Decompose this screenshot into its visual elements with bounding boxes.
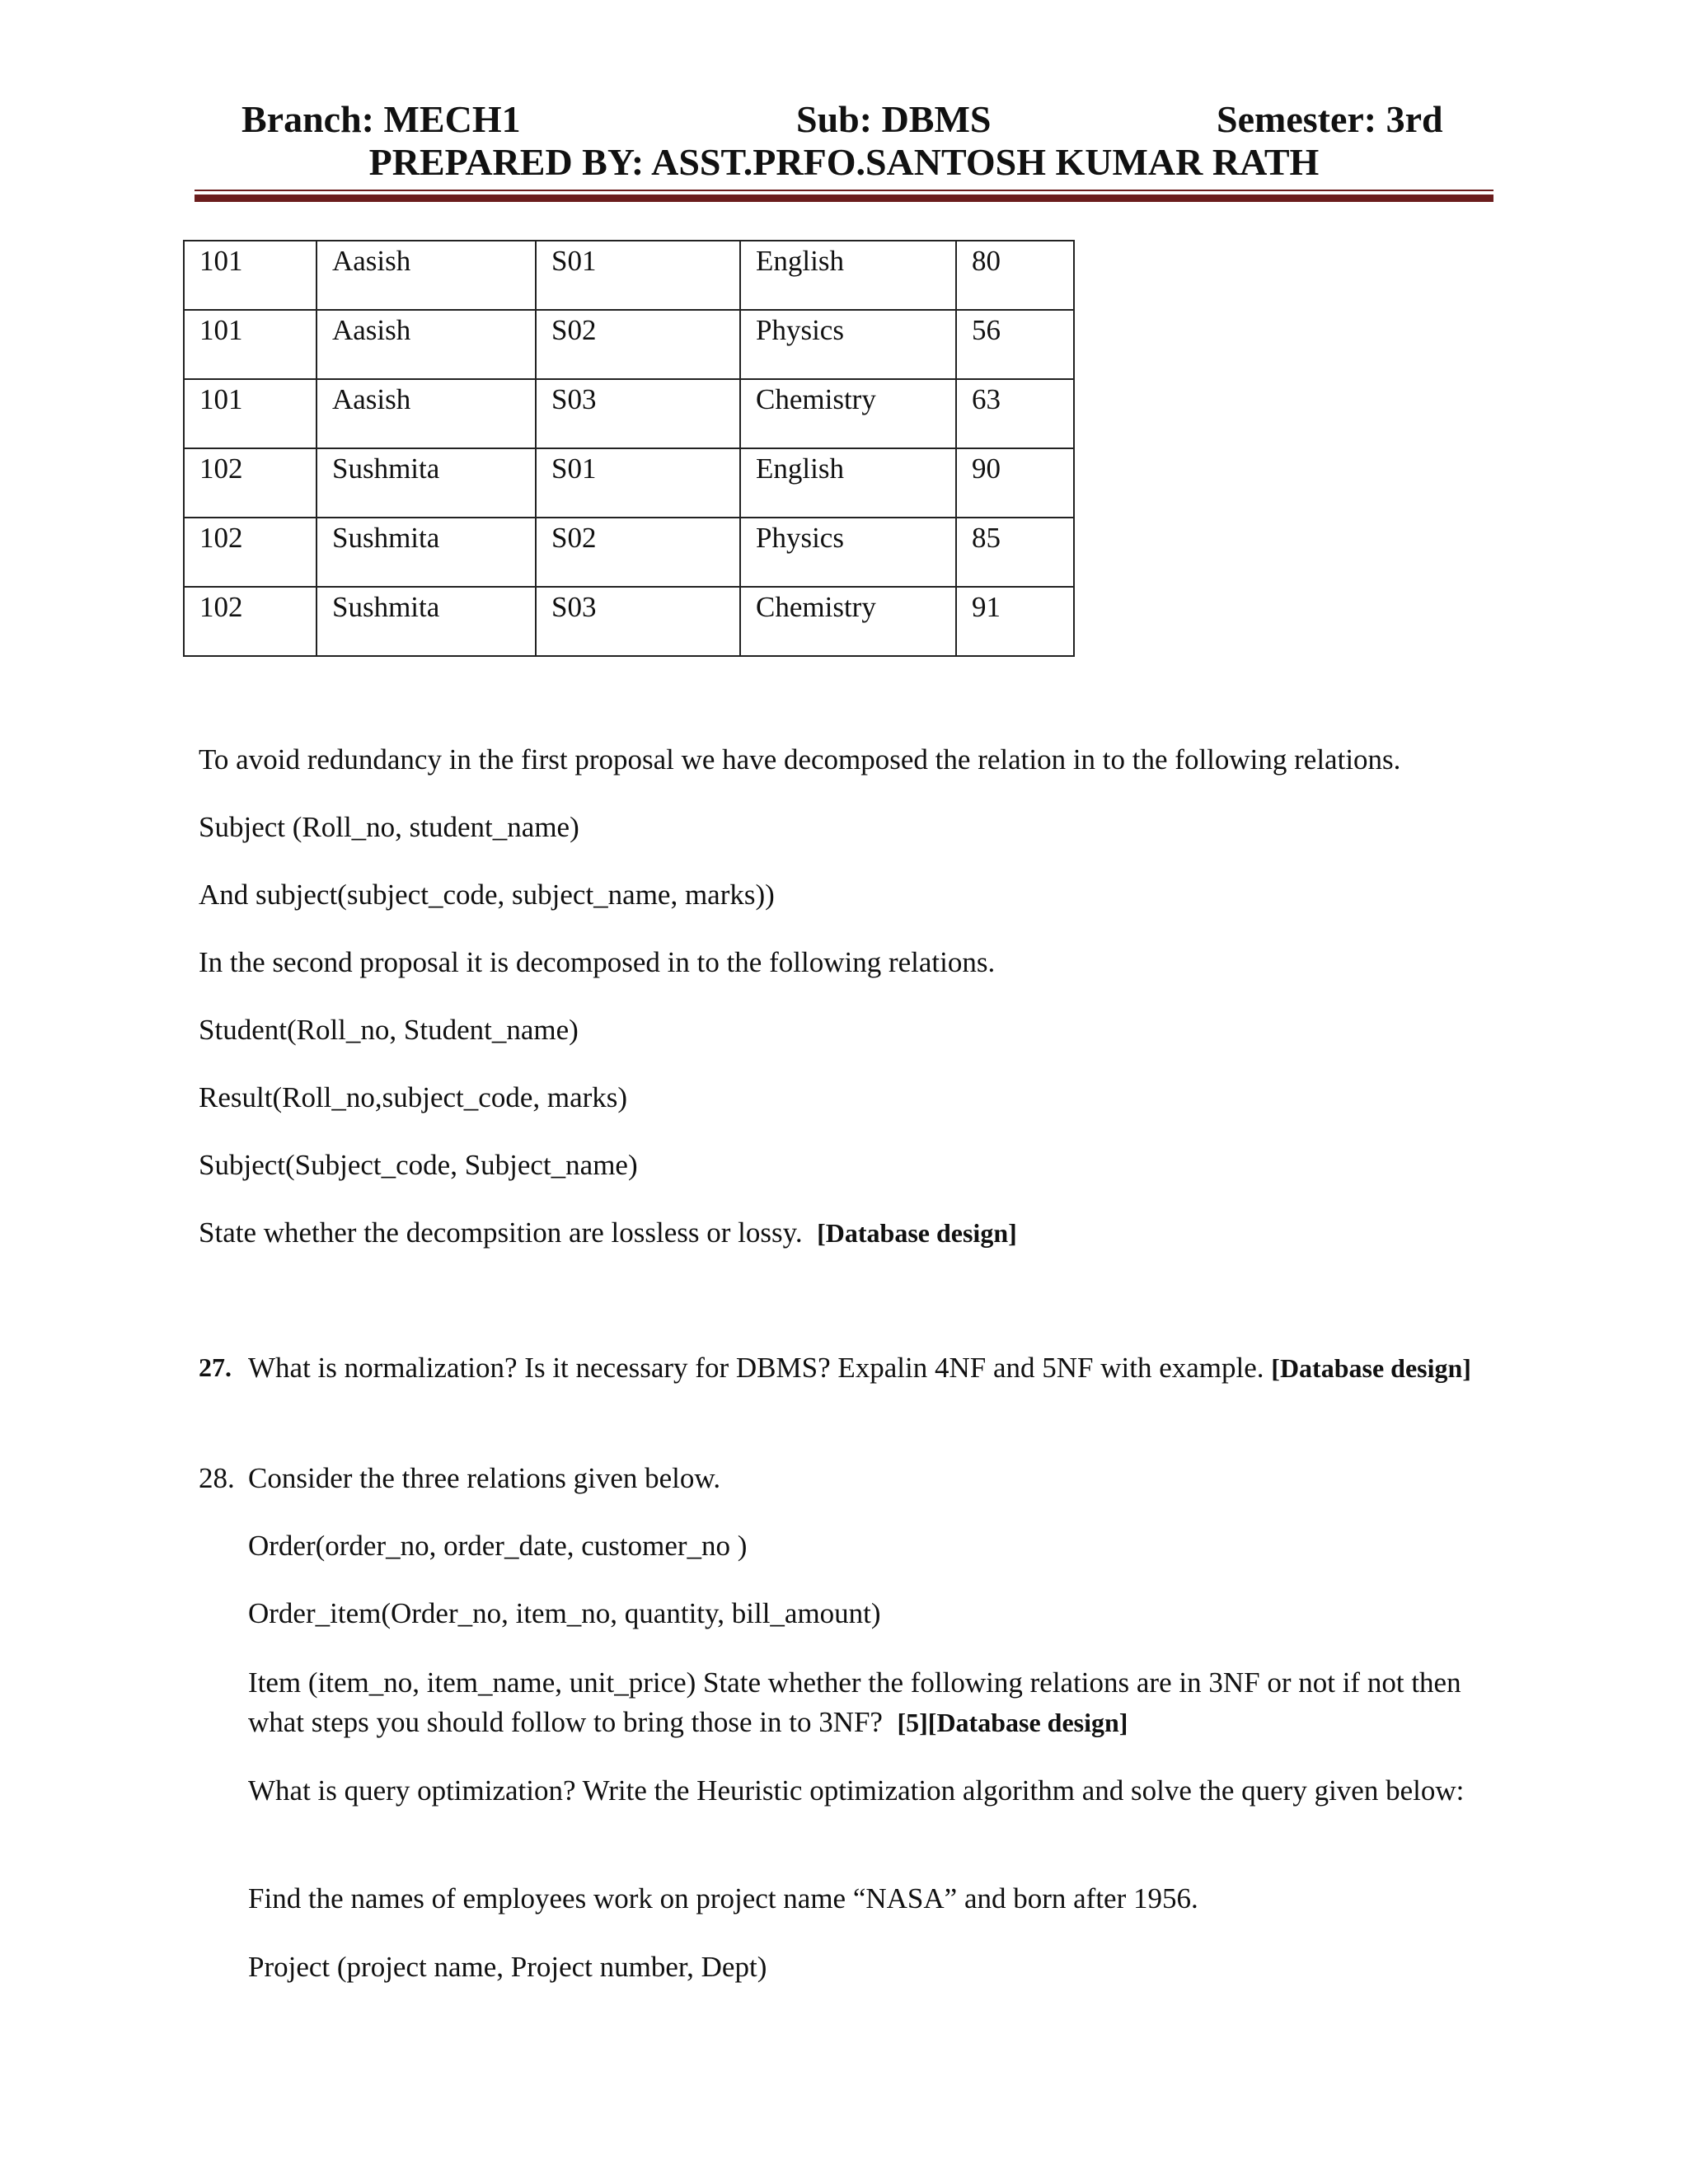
cell-subject-code: S02	[536, 310, 740, 379]
cell-student-name: Aasish	[316, 379, 536, 448]
table-row	[184, 310, 1074, 379]
question-28-item-relation	[248, 1663, 1489, 1742]
table-row	[184, 518, 1074, 587]
student-marks-table	[183, 240, 1075, 657]
cell-student-name: Aasish	[316, 310, 536, 379]
cell-roll-no: 102	[184, 518, 316, 587]
cell-subject-code: S03	[536, 379, 740, 448]
question-28-order-item-relation: Order_item(Order_no, item_no, quantity, bill_amount)	[248, 1597, 881, 1629]
question-28-intro: Consider the three relations given below.	[248, 1462, 721, 1494]
header-semester: Semester: 3rd	[1217, 98, 1443, 140]
paragraph-relation-2: And subject(subject_code, subject_name, marks))	[199, 879, 775, 911]
cell-roll-no: 101	[184, 310, 316, 379]
question-project-relation: Project (project name, Project number, Dept)	[248, 1951, 767, 1983]
topic-tag: [5][Database design]	[897, 1708, 1128, 1737]
table-row	[184, 448, 1074, 518]
cell-subject-name: English	[740, 448, 956, 518]
cell-subject-code: S01	[536, 241, 740, 310]
question-28-order-relation: Order(order_no, order_date, customer_no )	[248, 1530, 748, 1562]
question-27-number: 27.	[199, 1352, 232, 1382]
question-27-body: What is normalization? Is it necessary for DBMS? Expalin 4NF and 5NF with example.	[248, 1352, 1264, 1384]
cell-marks: 80	[956, 241, 1074, 310]
question-find-employees: Find the names of employees work on project name “NASA” and born after 1956.	[248, 1882, 1198, 1915]
cell-roll-no: 101	[184, 379, 316, 448]
item-relation-text: Item (item_no, item_name, unit_price) State whether the following relations are in 3NF or not if not then what steps you should follow to bring those in to 3NF?	[248, 1666, 1461, 1738]
paragraph-result-relation: Result(Roll_no,subject_code, marks)	[199, 1081, 628, 1113]
topic-tag: [Database design]	[1271, 1353, 1471, 1383]
cell-marks: 63	[956, 379, 1074, 448]
topic-tag: [Database design]	[817, 1218, 1017, 1248]
question-query-optimization: What is query optimization? Write the Heuristic optimization algorithm and solve the query given below:	[248, 1774, 1465, 1807]
paragraph-redundancy: To avoid redundancy in the first proposal we have decomposed the relation in to the following relations.	[199, 743, 1401, 776]
header-rule-thick	[195, 194, 1493, 202]
paragraph-student-relation: Student(Roll_no, Student_name)	[199, 1014, 579, 1046]
cell-subject-name: English	[740, 241, 956, 310]
paragraph-relation-1: Subject (Roll_no, student_name)	[199, 811, 579, 843]
paragraph-second-proposal: In the second proposal it is decomposed in to the following relations.	[199, 946, 996, 978]
table-row	[184, 379, 1074, 448]
cell-marks: 85	[956, 518, 1074, 587]
cell-subject-name: Physics	[740, 310, 956, 379]
cell-student-name: Sushmita	[316, 448, 536, 518]
page-header	[0, 97, 1688, 147]
cell-student-name: Sushmita	[316, 518, 536, 587]
cell-roll-no: 102	[184, 448, 316, 518]
paragraph-lossless-question	[199, 1216, 1017, 1249]
cell-roll-no: 101	[184, 241, 316, 310]
cell-marks: 90	[956, 448, 1074, 518]
cell-subject-name: Chemistry	[740, 379, 956, 448]
header-subject: Sub: DBMS	[796, 98, 992, 140]
cell-subject-code: S03	[536, 587, 740, 656]
cell-subject-code: S02	[536, 518, 740, 587]
lossless-question-text: State whether the decompsition are lossless or lossy.	[199, 1216, 803, 1249]
cell-subject-name: Physics	[740, 518, 956, 587]
cell-subject-name: Chemistry	[740, 587, 956, 656]
header-branch: Branch: MECH1	[241, 98, 521, 140]
question-27-text	[248, 1348, 1489, 1388]
header-prepared-by: PREPARED BY: ASST.PRFO.SANTOSH KUMAR RATH	[368, 141, 1320, 183]
cell-roll-no: 102	[184, 587, 316, 656]
cell-student-name: Aasish	[316, 241, 536, 310]
paragraph-subject-relation: Subject(Subject_code, Subject_name)	[199, 1149, 638, 1181]
cell-subject-code: S01	[536, 448, 740, 518]
cell-student-name: Sushmita	[316, 587, 536, 656]
header-rule-thin	[195, 190, 1493, 191]
cell-marks: 56	[956, 310, 1074, 379]
cell-marks: 91	[956, 587, 1074, 656]
table-row	[184, 587, 1074, 656]
table-row	[184, 241, 1074, 310]
question-28-number: 28.	[199, 1462, 235, 1494]
